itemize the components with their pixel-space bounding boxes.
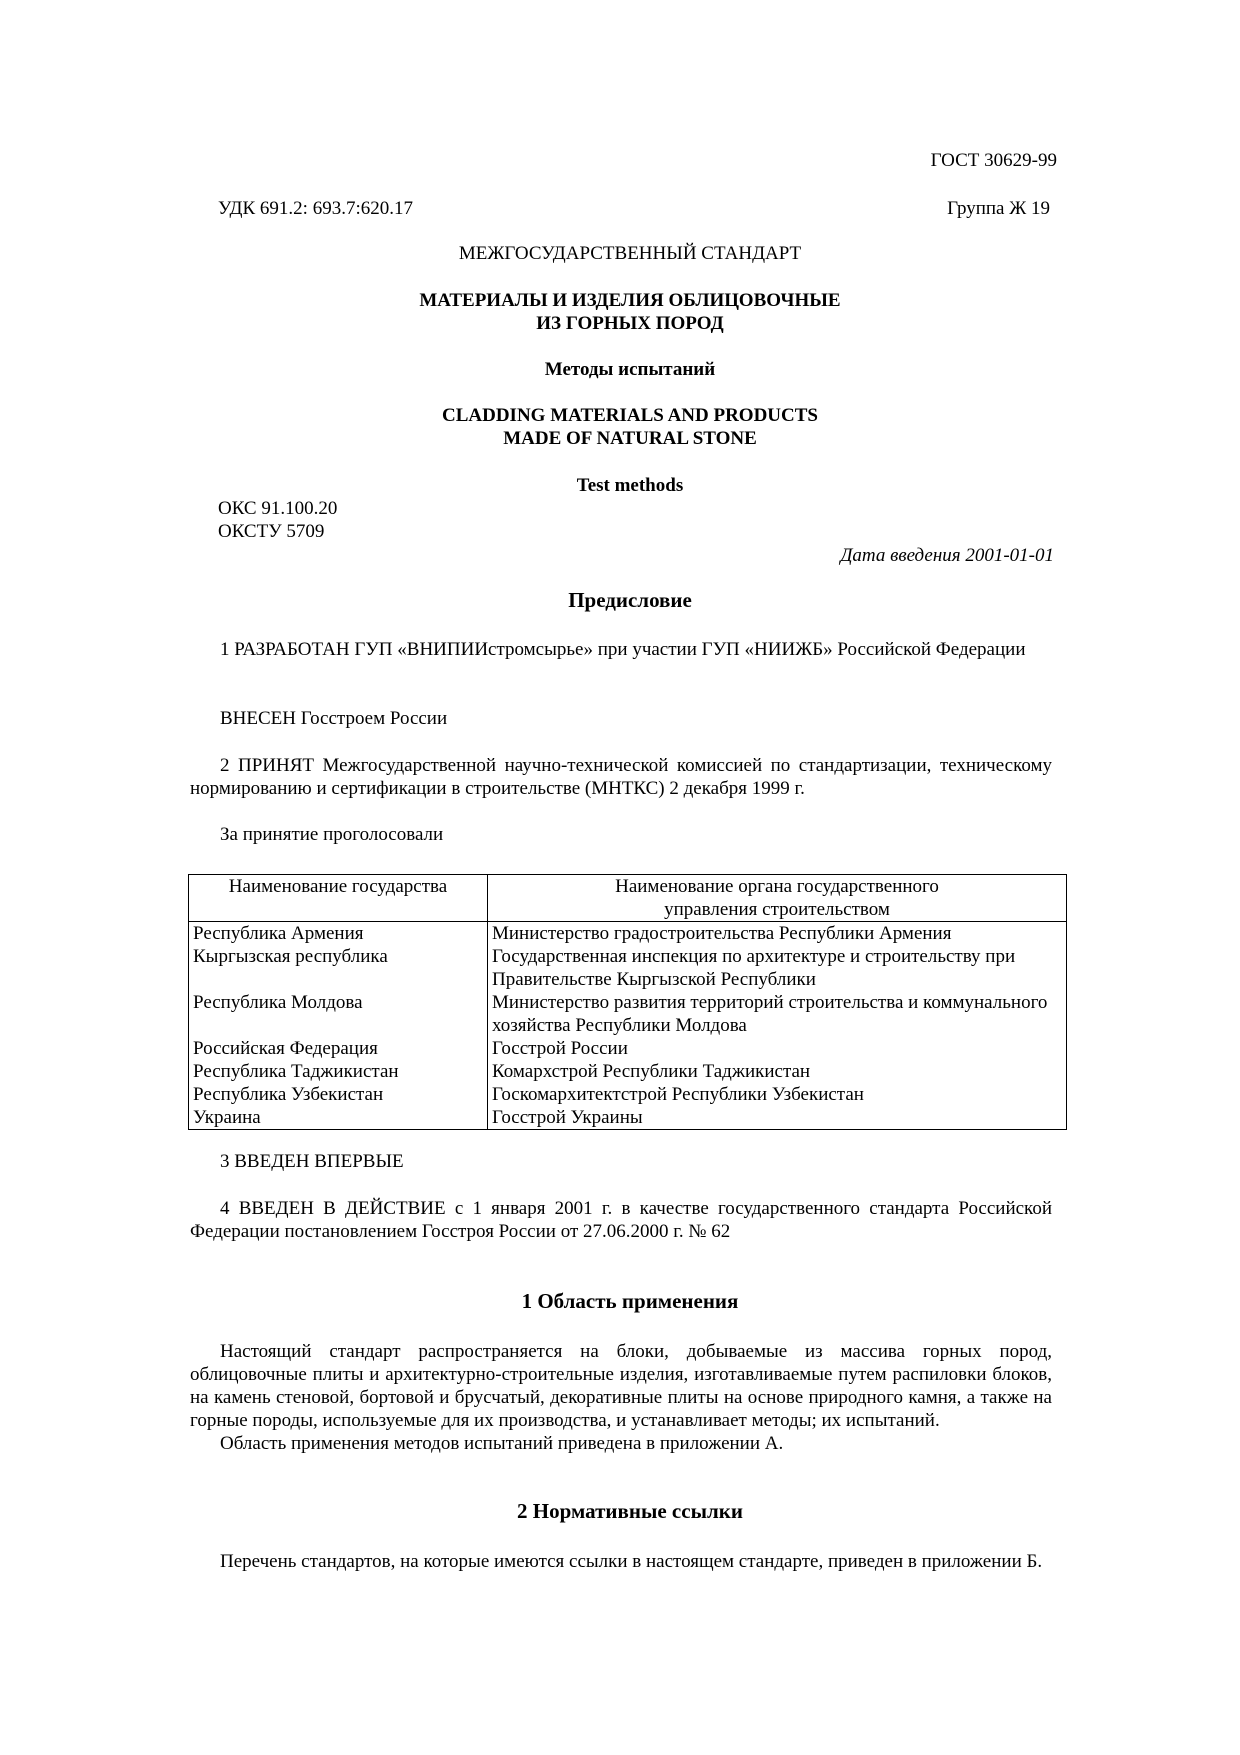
foreword-p4: За принятие проголосовали xyxy=(220,824,444,845)
foreword-heading: Предисловие xyxy=(568,588,692,612)
table-row xyxy=(189,945,1067,991)
body-cell: Министерство градостроительства Республики Армения xyxy=(488,922,1067,946)
state-cell: Республика Узбекистан xyxy=(189,1083,488,1106)
body-cell: Госстрой России xyxy=(488,1037,1067,1060)
body-cell: Госстрой Украины xyxy=(488,1106,1067,1130)
table-row xyxy=(189,1060,1067,1083)
col-body-header-line2: управления строительством xyxy=(664,899,890,920)
table-row xyxy=(189,1106,1067,1130)
foreword-p5: 3 ВВЕДЕН ВПЕРВЫЕ xyxy=(220,1151,404,1172)
state-cell: Украина xyxy=(189,1106,488,1130)
state-cell: Кыргызская республика xyxy=(189,945,488,991)
state-cell: Республика Армения xyxy=(189,922,488,946)
ru-title-line1: МАТЕРИАЛЫ И ИЗДЕЛИЯ ОБЛИЦОВОЧНЫЕ xyxy=(419,290,841,311)
voting-states-table xyxy=(188,874,1067,1130)
section1-body xyxy=(190,1340,1052,1455)
foreword-p6: 4 ВВЕДЕН В ДЕЙСТВИЕ с 1 января 2001 г. в качестве государственного стандарта Российской Федерации постановлением Госстроя России от 27.06.2000 г. № 62 xyxy=(190,1198,1052,1242)
gost-number: ГОСТ 30629-99 xyxy=(930,150,1057,171)
col-body-header xyxy=(488,875,1067,922)
standard-type: МЕЖГОСУДАРСТВЕННЫЙ СТАНДАРТ xyxy=(458,243,802,264)
table-row xyxy=(189,922,1067,946)
okstu-code: ОКСТУ 5709 xyxy=(218,521,325,542)
table-header-row xyxy=(189,875,1067,922)
body-cell: Комархстрой Республики Таджикистан xyxy=(488,1060,1067,1083)
table-row xyxy=(189,1083,1067,1106)
en-title-line2: MADE OF NATURAL STONE xyxy=(503,428,757,449)
en-title-line1: CLADDING MATERIALS AND PRODUCTS xyxy=(442,405,818,426)
section2-heading: 2 Нормативные ссылки xyxy=(517,1499,743,1523)
table-row xyxy=(189,1037,1067,1060)
oks-code: ОКС 91.100.20 xyxy=(218,498,338,519)
col-body-header-line1: Наименование органа государственного xyxy=(615,876,939,897)
body-cell: Государственная инспекция по архитектуре и строительству при Правительстве Кыргызской Республики xyxy=(488,945,1067,991)
section2-p1: Перечень стандартов, на которые имеются ссылки в настоящем стандарте, приведен в приложении Б. xyxy=(220,1551,1043,1572)
section1-p1: Настоящий стандарт распространяется на блоки, добываемые из массива горных пород, облицовочные плиты и архитектурно-строительные изделия, изготавливаемые путем распиловки блоков, на камень стеновой, бортовой и брусчатый, декоративные плиты на основе природного камня, а также на горные породы, используемые для их производства, и устанавливает методы; их испытаний. xyxy=(190,1341,1052,1431)
body-cell: Министерство развития территорий строительства и коммунального хозяйства Республики Молдова xyxy=(488,991,1067,1037)
section1-p2: Область применения методов испытаний приведена в приложении А. xyxy=(220,1433,784,1454)
group-code: Группа Ж 19 xyxy=(947,198,1050,219)
col-state-header: Наименование государства xyxy=(189,875,488,922)
foreword-p1: 1 РАЗРАБОТАН ГУП «ВНИПИИстромсырье» при участии ГУП «НИИЖБ» Российской Федерации xyxy=(220,639,1026,660)
intro-date: Дата введения 2001-01-01 xyxy=(840,545,1054,566)
en-subtitle: Test methods xyxy=(576,475,684,496)
section1-heading: 1 Область применения xyxy=(521,1289,739,1313)
state-cell: Республика Молдова xyxy=(189,991,488,1037)
state-cell: Российская Федерация xyxy=(189,1037,488,1060)
udk-code: УДК 691.2: 693.7:620.17 xyxy=(218,198,413,219)
state-cell: Республика Таджикистан xyxy=(189,1060,488,1083)
ru-title-line2: ИЗ ГОРНЫХ ПОРОД xyxy=(536,313,724,334)
table-row xyxy=(189,991,1067,1037)
body-cell: Госкомархитектстрой Республики Узбекистан xyxy=(488,1083,1067,1106)
foreword-p3: 2 ПРИНЯТ Межгосударственной научно-технической комиссией по стандартизации, техническому нормированию и сертификации в строительстве (МНТКС) 2 декабря 1999 г. xyxy=(190,755,1052,799)
section2-body xyxy=(190,1550,1052,1573)
foreword-p2: ВНЕСЕН Госстроем России xyxy=(220,708,448,729)
ru-subtitle: Методы испытаний xyxy=(544,359,716,380)
